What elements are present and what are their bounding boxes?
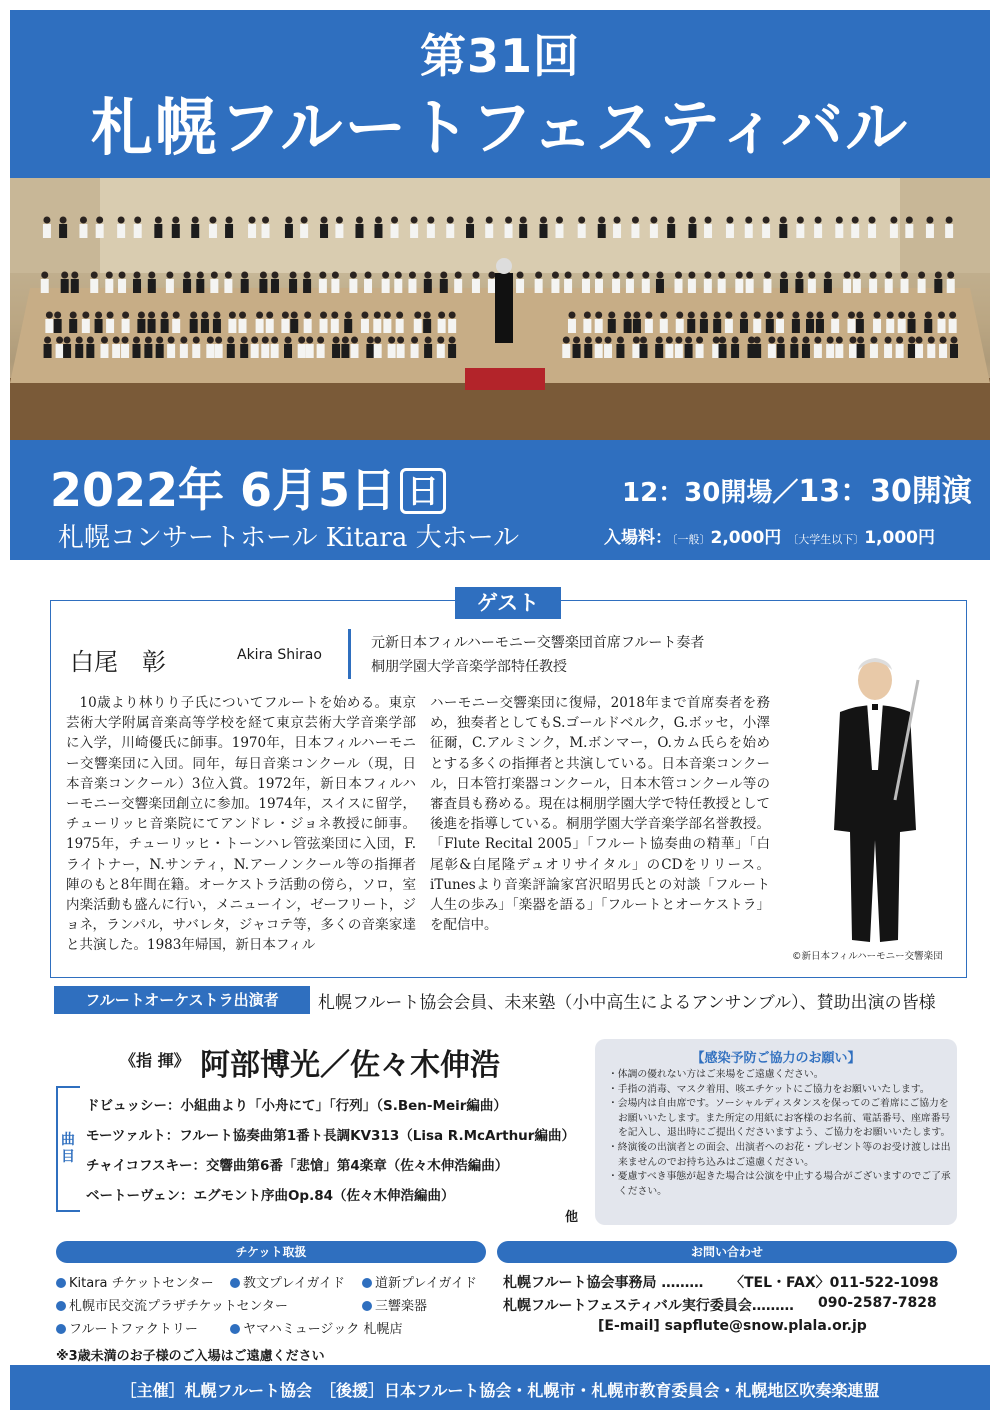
orchestra-photo (10, 178, 990, 440)
notice-item: ・憂慮すべき事態が起きた場合は公演を中止する場合がございますのでご了承ください。 (608, 1171, 951, 1197)
photo-credit: ©新日本フィルハーモニー交響楽団 (792, 951, 943, 962)
ticket-outlet (230, 1318, 402, 1337)
notice-item: ・体調の優れない方はご来場をご遠慮ください。 (608, 1069, 824, 1080)
edition-label: 第31回 (419, 29, 580, 83)
orchestra-label: フルートオーケストラ出演者 (54, 986, 310, 1014)
ticket-outlet-label: ヤマハミュージック 札幌店 (243, 1322, 403, 1337)
guest-title-divider (348, 629, 351, 679)
price-student: 1,000円 (864, 528, 935, 548)
inquiry-email: [E-mail] sapflute@snow.plala.or.jp (598, 1318, 867, 1334)
inquiry-heading: お問い合わせ (497, 1241, 957, 1263)
bullet-icon (56, 1324, 66, 1334)
price-general-tag: 〔一般〕 (672, 533, 711, 546)
guest-portrait (800, 650, 950, 950)
notice-item: ・手指の消毒、マスク着用、咳エチケットにご協力をお願いいたします。 (608, 1083, 930, 1095)
program-item: モーツァルト：フルート協奏曲第1番ト長調KV313（Lisa R.McArthur編曲） (86, 1128, 575, 1144)
bullet-icon (230, 1324, 240, 1334)
event-date-text: 2022年 6月5日 (50, 463, 397, 517)
title-banner (10, 10, 990, 178)
ticket-outlet (56, 1318, 198, 1337)
venue: 札幌コンサートホール Kitara 大ホール (58, 523, 520, 553)
notice-item: ・終演後の出演者との面会、出演者へのお花・プレゼント等のお受け渡しは出来ませんのでお持ち込みはご遠慮ください。 (608, 1141, 951, 1168)
conductor-label: 《指 揮》 (120, 1051, 190, 1070)
bullet-icon (230, 1278, 240, 1288)
ticket-outlets-heading: チケット取扱 (56, 1241, 486, 1263)
ticket-outlet (362, 1295, 427, 1314)
guest-heading: ゲスト (455, 587, 561, 619)
ticket-outlet-label: フルートファクトリー (69, 1322, 198, 1337)
price-general: 2,000円 (710, 528, 782, 548)
bullet-icon (362, 1301, 372, 1311)
ticket-outlet (362, 1272, 477, 1291)
guest-bio-column-1: 10歳より林りり子氏についてフルートを始める。東京芸術大学附属音楽高等学校を経て東京芸術大学音楽学部に入学，川崎優氏に師事。1970年，日本フィルハーモニー交響楽団に入団。同年，毎日音楽コンクール（現，日本音楽コンクール）3位入賞。1972年，新日本フィルハーモニー交響楽団創立に参加。1974年，スイスに留学，チューリッヒ音楽院にてアンドレ・ジョネ教授に師事。1975年，チューリッヒ・トーンハレ管弦楽団に入団，F.ライトナー，N.サンティ，N.アーノンクール等の指揮者陣のもと8年間在籍。オーケストラ活動の傍ら，ソロ，室内楽活動も盛んに行い，メニューイン，ゼーフリート，ジョネ，ランパル，サバレタ，ジャコテ等，多くの音楽家達と共演した。1983年帰国，新日本フィル (66, 695, 416, 954)
ticket-outlet (56, 1295, 288, 1314)
guest-name-en: Akira Shirao (237, 647, 322, 663)
festival-title: 札幌フルートフェスティバル (90, 91, 910, 164)
orchestra-members: 札幌フルート協会会員、未来塾（小中高生によるアンサンブル）、賛助出演の皆様 (318, 993, 936, 1013)
notice-title: 【感染予防ご協力のお願い】 (691, 1051, 861, 1066)
inquiry-phone-2: 090-2587-7828 (818, 1295, 937, 1311)
notice-item: ・会場内は自由席です。ソーシャルディスタンスを保ってのご着席にご協力をお願いいたします。また所定の用紙にお客様のお名前、電話番号、座席番号を記入し、退出時にご提出くださいますよう、ご協力をお願いいたします。 (608, 1098, 951, 1139)
guest-title-former: 元新日本フィルハーモニー交響楽団首席フルート奏者 (371, 635, 705, 651)
event-date (50, 454, 446, 520)
ticket-outlet-label: 道新プレイガイド (375, 1276, 478, 1291)
bullet-icon (362, 1278, 372, 1288)
guest-bio-column-2: ハーモニー交響楽団に復帰，2018年まで首席奏者を務め，独奏者としてもS.ゴールドベルク，G.ボッセ，小澤征爾，C.アルミンク，M.ボンマー，O.カム氏らを始めとする多くの指揮者と共演している。日本音楽コンクール，日本管打楽器コンクール，日本木管コンクール等の審査員も務める。現在は桐朋学園大学で特任教授として後進を指導している。桐朋学園大学音楽学部名誉教授。「Flute Recital 2005」「フルート協奏曲の精華」「白尾彰&白尾隆デュオリサイタル」のCDをリリース。iTunesより音楽評論家宮沢昭男氏との対談「フルート人生の歩み」「楽器を語る」「フルートとオーケストラ」を配信中。 (430, 695, 770, 934)
doors-time: 12：30開場／ (622, 478, 799, 508)
ticket-outlet (56, 1272, 214, 1291)
program-label: 曲目 (61, 1132, 75, 1165)
notice-list (608, 1068, 952, 1199)
weekday-badge: 日 (400, 468, 446, 514)
price-label: 入場料： (604, 528, 672, 548)
admission-price (604, 523, 935, 548)
ticket-outlet-label: Kitara チケットセンター (69, 1276, 214, 1291)
program-others: 他 (565, 1210, 579, 1225)
price-student-tag: 〔大学生以下〕 (787, 533, 865, 546)
ticket-outlet-label: 教文プレイガイド (243, 1276, 346, 1291)
child-admission-note: ※3歳未満のお子様のご入場はご遠慮ください (56, 1349, 325, 1364)
guest-name: 白尾 彰 (70, 648, 166, 676)
orchestra-photo-illustration (10, 178, 990, 440)
inquiry-org-1: 札幌フルート協会事務局 ……… (503, 1275, 704, 1291)
bullet-icon (56, 1278, 66, 1288)
guest-portrait-illustration (800, 650, 950, 950)
ticket-outlet-label: 札幌市民交流プラザチケットセンター (69, 1299, 288, 1314)
event-time (622, 466, 972, 510)
program-item: ドビュッシー：小組曲より「小舟にて」「行列」（S.Ben-Meir編曲） (86, 1098, 507, 1114)
inquiry-org-2: 札幌フルートフェスティバル実行委員会……… (503, 1298, 794, 1314)
start-time: 13：30開演 (798, 474, 972, 509)
sponsor-text: ［主催］札幌フルート協会 ［後援］日本フルート協会・札幌市・札幌市教育委員会・札幌地区吹奏楽連盟 (120, 1381, 880, 1400)
bullet-icon (56, 1301, 66, 1311)
program-item: チャイコフスキー：交響曲第6番「悲愴」第4楽章（佐々木伸浩編曲） (86, 1158, 509, 1174)
program-item: ベートーヴェン：エグモント序曲Op.84（佐々木伸浩編曲） (86, 1188, 455, 1204)
ticket-outlet-label: 三響楽器 (375, 1299, 428, 1314)
inquiry-phone-1: 〈TEL・FAX〉011-522-1098 (730, 1275, 939, 1291)
guest-title-current: 桐朋学園大学音楽学部特任教授 (371, 659, 567, 675)
ticket-outlet (230, 1272, 345, 1291)
conductor-names: 阿部博光／佐々木伸浩 (200, 1048, 500, 1083)
